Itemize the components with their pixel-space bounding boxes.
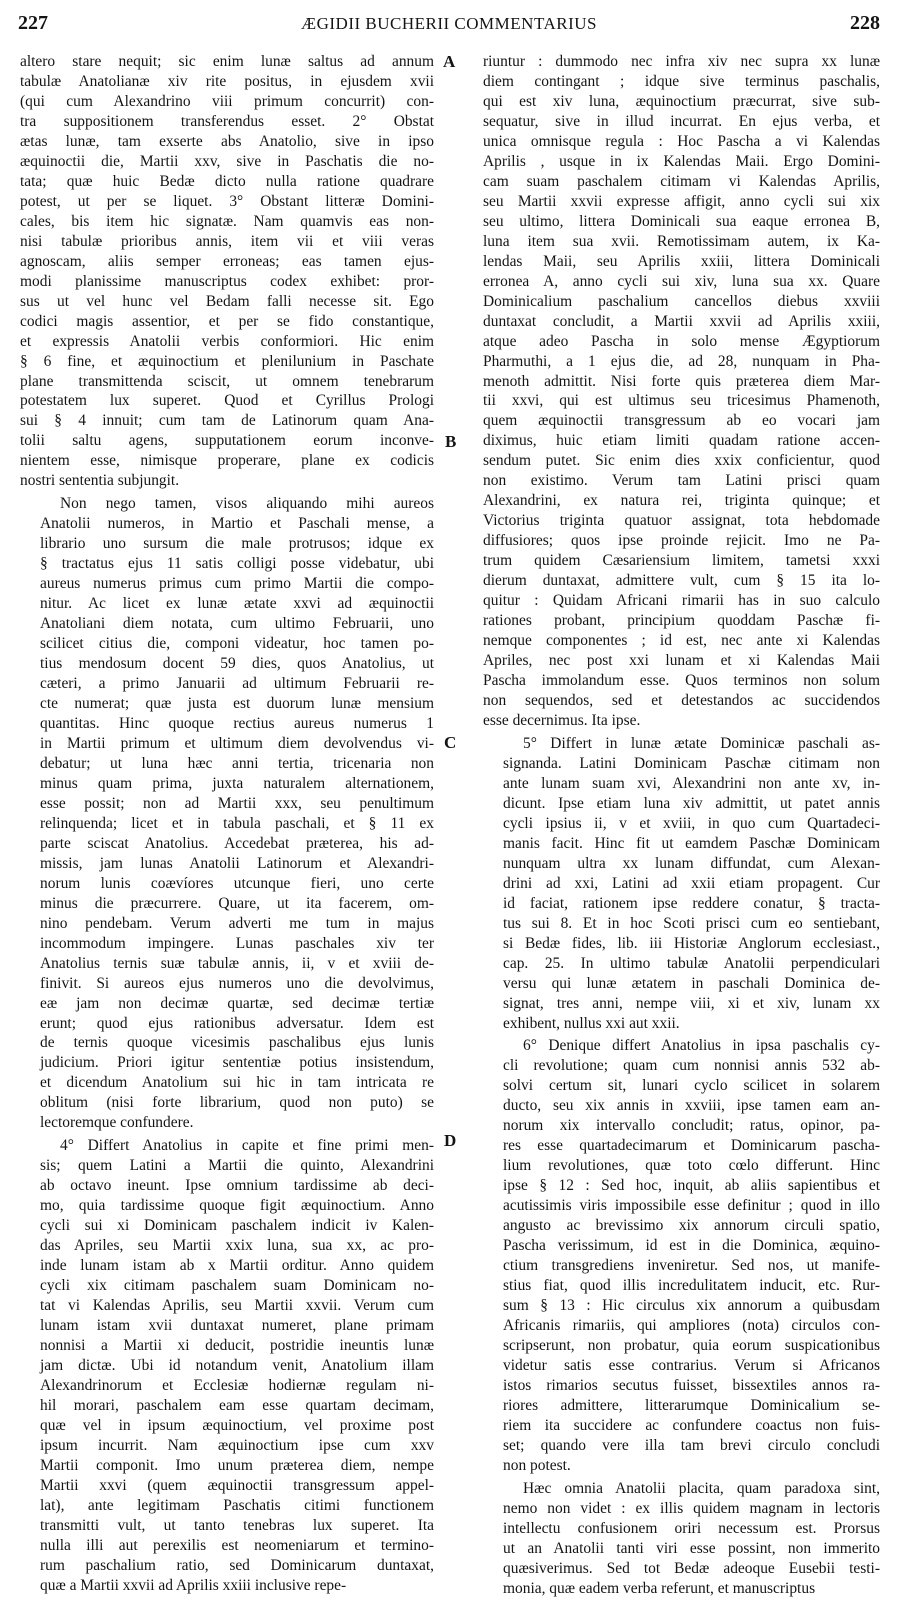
paragraph [20, 52, 434, 491]
text-line: tata; quæ huic Bedæ dicto nulla ratione quadrare [20, 172, 434, 190]
text-line: set; quando vere illa tam brevi circulo concludi [503, 1436, 880, 1454]
text-line: Apriles, nec post xxi lunam et xi Kalendas Maii [483, 652, 880, 670]
text-line: cam suam paschalem citimam vi Kalendas Aprilis, [483, 172, 880, 190]
text-line: sum § 13 : Hic circulus xix annorum a quibusdam [503, 1297, 880, 1315]
text-line: cales, bis item hic signatæ. Nam quamvis eas non- [20, 212, 434, 230]
text-line: Anatoliani diem notata, cum ultimo Februarii, uno [40, 615, 434, 633]
text-line: sus ut vel hunc vel Bedam falli necesse sit. Ego [20, 292, 434, 310]
text-line: transmitti vult, ut tanto tenebras lux superet. Ita [40, 1516, 434, 1534]
text-line: finivit. Si aureos ejus numeros uno die devolvimus, [40, 974, 434, 992]
text-line: modi planissime manuscriptus codex exhibet: pror- [20, 272, 434, 290]
text-line: rum paschalium ratio, sed Dominicarum duntaxat, [40, 1556, 434, 1574]
text-line: norum lunis coævíores utcunque fieri, uno certe [40, 874, 434, 892]
text-line: Anatolii numeros, in Martio et Paschali mense, a [40, 515, 434, 533]
text-line: seu Martii xxvii expresse affigit, anno cycli sui xix [483, 192, 880, 210]
text-line: ante lunam suam xvi, Alexandrini non ante xv, in- [503, 774, 880, 792]
text-line: (qui cum Alexandrino viii primum concurrit) con- [20, 92, 434, 110]
text-line: exhibent, nullus xxi aut xxii. [503, 1014, 680, 1032]
text-line: quantitas. Hinc quoque rectius aureus numerus 1 [40, 714, 434, 732]
text-line: jam dictæ. Ubi id notandum venit, Anatolium illam [40, 1356, 434, 1374]
text-line: in Martii primum et ultimum diem devolvendus vi- [40, 734, 434, 752]
text-line: seu ultimo, littera Dominicali sua eaque erronea B, [483, 212, 880, 230]
text-line: unica omnisque regula : Hoc Pascha a vi Kalendas [483, 132, 880, 150]
running-header [18, 8, 880, 38]
text-line: signanda. Latini Dominicam Paschæ citimam non [503, 754, 880, 772]
text-line: hil morari, paschalem eam esse quartam decimam, [40, 1396, 434, 1414]
page-number-left: 227 [18, 12, 48, 34]
text-line: dierum duntaxat, admittere vult, cum § 15 ita lo- [483, 572, 880, 590]
text-line: tus sui 8. Et in hoc Scoti prisci cum eo sentiebant, [503, 914, 880, 932]
text-line: et expressis Anatolii verbis conformiori. Hic enim [20, 332, 434, 350]
margin-letter-c: C [444, 733, 457, 752]
text-line: rationes probant, principium quoddam Paschæ fi- [483, 612, 880, 630]
text-line: æquinoctii die, Martii xxv, sive in Paschatis die no- [20, 152, 434, 170]
text-line: cte numerat; quæ justa est duorum lunæ mensium [40, 695, 434, 712]
text-line: Pharmuthi, a 1 ejus die, ad 28, nunquam in Pha- [483, 352, 880, 370]
text-line: nitur. Ac licet ex lunæ ætate xxvi ad æquinoctii [40, 595, 434, 613]
text-line: istos rimarios secutus fuisset, bissextiles annos ra- [503, 1376, 880, 1394]
text-line: minus die præcurrere. Quare, ut ita facerem, om- [40, 894, 434, 912]
text-line: 6° Denique differt Anatolius in ipsa paschalis cy- [523, 1037, 880, 1055]
right-column [483, 52, 880, 1599]
running-title: ÆGIDII BUCHERII COMMENTARIUS [301, 14, 597, 33]
paragraph [483, 52, 880, 731]
text-line: riores admittere, litterarumque Dominicalium se- [503, 1396, 880, 1414]
text-line: cli revolutione; quam cum nonnisi annis 532 ab- [503, 1057, 880, 1075]
text-line: ut an Anatolii tanti viri esse possint, non immerito [503, 1539, 880, 1557]
text-line: sis; quem Latini a Martii die quinto, Alexandrini [40, 1157, 434, 1175]
text-line: oblitum (nisi forte librarium, quod non puto) se [40, 1094, 434, 1112]
text-line: Alexandrinorum et Ecclesiæ hodiernæ regulam ni- [40, 1376, 434, 1394]
text-line: tii xxvi, qui est ultimus seu tricesimus Phamenoth, [483, 392, 880, 410]
text-line: sui § 4 innuit; cum tam de Latinorum quam Ana- [20, 412, 434, 430]
text-line: ab octavo ineunt. Ipse omnium tardissime ab deci- [40, 1177, 434, 1195]
text-line: Pascha verissimum, id est in die Dominica, æquino- [503, 1237, 880, 1255]
text-line: cap. 25. In ultimo tabulæ Anatolii perpendiculari [503, 954, 880, 972]
text-line: et dicendum Anatolium sui hic in tam intricata re [40, 1074, 434, 1092]
text-line: erunt; quod ejus rationibus adversatur. Idem est [40, 1014, 434, 1032]
margin-letter-b: B [445, 432, 457, 451]
text-line: versu qui lunæ ætatem in paschali Dominica de- [503, 974, 880, 992]
text-line: Aprilis , usque in ix Kalendas Maii. Ergo Domini- [483, 152, 880, 170]
text-line: scilicet citius die, componi videatur, hoc tamen po- [40, 635, 434, 653]
text-line: mo, quia tardissime quoque figit æquinoctium. Anno [40, 1197, 434, 1215]
text-line: § 6 fine, et æquinoctium et plenilunium in Paschate [20, 352, 434, 370]
text-line: incommodum impingere. Lunas paschales xiv ter [40, 934, 434, 952]
text-line: quæsiverimus. Sed tot Bedæ adeoque Eusebii testi- [503, 1559, 880, 1577]
text-line: quæ a Martii xxvii ad Aprilis xxiii inclusive repe- [40, 1576, 347, 1594]
margin-letter-d: D [444, 1131, 457, 1150]
text-line: altero stare nequit; sic enim lunæ saltus ad annum [20, 53, 434, 70]
text-line: ctium transgrediens inveniretur. Sed nos, ut manife- [503, 1257, 880, 1275]
text-line: riem ita succidere ac confundere coactus non fuis- [503, 1416, 880, 1434]
text-line: scripserunt, non probatur, quia eorum suspicationibus [503, 1337, 880, 1354]
text-line: ipsum incurrit. Nam æquinoctium ipse cum xxv [40, 1436, 434, 1454]
text-line: solvi certum sit, lunari cyclo scilicet in solarem [503, 1077, 880, 1095]
text-line: si Bedæ fides, lib. iii Historiæ Anglorum ecclesiast., [503, 934, 880, 952]
text-line: id faciat, rationem ipse reddere conatur, § tracta- [503, 894, 880, 912]
text-line: Martii componit. Imo unum præterea diem, nempe [40, 1456, 434, 1474]
text-line: trum quidem Cæsariensium limitem, tametsi xxxi [483, 552, 880, 570]
left-column [20, 52, 434, 1596]
text-line: nemo non videt : ex illis quidem magnam in lectoris [503, 1499, 880, 1517]
text-line: angusto ac brevissimo xix annorum circuli spatio, [503, 1217, 880, 1235]
text-line: nisi tabulæ prioribus annis, item vii et viii veras [20, 232, 434, 250]
text-line: non sequendos, sed et detestandos ac succidendos [483, 692, 880, 709]
text-line: debatur; ut luna hæc anni tertia, tricenaria non [40, 754, 434, 772]
text-line: non potest. [503, 1456, 571, 1474]
text-line: menoth admittit. Nisi forte quis præterea diem Mar- [483, 372, 880, 390]
margin-letter-a: A [443, 52, 456, 71]
text-line: nostri sententia subjungit. [20, 472, 180, 490]
text-line: lunam istam xvii duntaxat numeret, plane primam [40, 1317, 434, 1335]
text-line: ætas lunæ, tam exserte abs Anatolio, sive in ipso [20, 132, 434, 150]
text-line: Victorius triginta quatuor assignat, tota hebdomade [483, 512, 880, 530]
text-line: esse possit; non ad Martii xxx, seu penultimum [40, 794, 434, 812]
text-line: das Apriles, seu Martii xxix luna, sua xx, ac pro- [40, 1237, 434, 1255]
text-line: eæ jam non decimæ quartæ, sed decimæ tertiæ [40, 994, 434, 1012]
text-line: sendum putet. Sic enim dies xxix conficientur, quod [483, 452, 880, 470]
text-line: codici magis assentior, et per se fido constantique, [20, 312, 434, 330]
text-line: lendas Maii, seu Aprilis xxiii, littera Dominicali [483, 252, 880, 270]
text-line: norum xix intervallo concludit; ratus, opinor, pa- [503, 1117, 880, 1135]
text-line: diem contingant ; idque sive terminus paschalis, [483, 72, 880, 90]
text-line: cycli ipsius ii, v et xviii, in quo cum Quartadeci- [503, 814, 880, 832]
text-line: judicium. Priori igitur sententiæ potius insistendum, [40, 1054, 434, 1072]
text-line: nientem esse, nimisque properare, plane ex codicis [20, 452, 434, 470]
text-line: relinquenda; licet et in tabula paschali, et § 11 ex [40, 814, 434, 832]
text-line: nulla illi aut perexilis est neomeniarum et termino- [40, 1536, 434, 1554]
text-line: cycli sui xi Dominicam paschalem indicit iv Kalen- [40, 1217, 434, 1235]
text-line: 5° Differt in lunæ ætate Dominicæ paschali as- [523, 734, 880, 752]
text-line: quitur : Quidam Africani rimarii has in suo calculo [483, 592, 880, 610]
text-line: nino pendebam. Verum adverti me tum in majus [40, 914, 434, 932]
text-line: diximus, huic etiam limiti quadam ratione accen- [483, 432, 880, 450]
text-line: non existimo. Verum tam Latini prisci quam [483, 472, 880, 490]
text-line: 4° Differt Anatolius in capite et fine primi men- [60, 1137, 434, 1155]
text-line: intellectu confusionem oriri necessum est. Prorsus [503, 1519, 880, 1537]
text-line: duntaxat concludit, a Martii xxvii ad Aprilis xxiii, [483, 312, 880, 330]
text-line: atque adeo Pascha in solo mense Ægyptiorum [483, 332, 880, 350]
text-line: luna item sua xvii. Remotissimam autem, ix Ka- [483, 232, 880, 250]
text-line: potestatem lux superet. Quod et Cyrillus Prologi [20, 392, 434, 410]
paragraph [483, 1036, 880, 1475]
text-line: plane transmittenda sciscit, ut omnem tenebrarum [20, 372, 434, 390]
text-line: nonnisi a Martii xi deducit, postridie ineuntis lunæ [40, 1337, 434, 1354]
text-line: parte sciscat Anatolius. Accedebat præterea, his ad- [40, 834, 434, 852]
text-line: tat vi Kalendas Aprilis, seu Martii xxvii. Verum cum [40, 1297, 434, 1315]
text-line: tabulæ Anatolianæ xiv rite positus, in ejusdem xvii [20, 72, 434, 90]
text-line: minus quam prima, juxta naturalem alternationem, [40, 774, 434, 792]
paragraph [20, 1136, 434, 1595]
text-line: Hæc omnia Anatolii placita, quam paradoxa sint, [523, 1479, 880, 1497]
text-line: res esse quartadecimarum et Dominicarum pascha- [503, 1137, 880, 1155]
text-line: Alexandrini, ex natura rei, triginta quinque; et [483, 492, 880, 510]
text-line: Pascha immolandum esse. Quos terminos non solum [483, 672, 880, 690]
text-line: ipse § 12 : Sed hoc, inquit, ab aliis sapientibus et [503, 1177, 880, 1195]
text-line: cycli xix citimam paschalem suam Dominicam no- [40, 1277, 434, 1295]
text-line: signat, tres anni, nempe viii, xi et xiv, lunam xx [503, 994, 880, 1012]
text-line: missis, jam lunas Anatolii Latinorum et Alexandri- [40, 854, 434, 872]
text-line: Martii xxvi (quem æquinoctii transgressum appel- [40, 1476, 434, 1494]
text-line: lat), ante legitimam Paschatis citimi functionem [40, 1496, 434, 1514]
text-line: ducto, seu xix annis in xxviii, ipse tamen eam an- [503, 1097, 880, 1115]
text-line: manis facit. Hinc fit ut eamdem Paschæ Dominicam [503, 834, 880, 852]
text-line: Africanis rimariis, qui ampliores (nota) circulos con- [503, 1317, 880, 1335]
text-line: nunquam ultra xx lunam diffundat, cum Alexan- [503, 854, 880, 872]
text-line: agnoscam, aliis semper erroneas; eas tamen ejus- [20, 252, 434, 270]
text-line: Dominicalium paschalium cancellos diebus xxviii [483, 292, 880, 310]
text-line: tolii saltu agens, supputationem eorum inconve- [20, 432, 434, 450]
text-line: cæteri, a primo Januarii ad ultimum Februarii re- [40, 675, 434, 693]
text-line: Anatolius ternis suæ tabulæ annis, ii, v et xviii de- [40, 954, 434, 972]
text-line: dicunt. Ipse etiam luna xiv admittit, ut patet annis [503, 794, 880, 812]
text-line: § tractatus ejus 11 satis colligi posse videbatur, ubi [40, 555, 434, 573]
text-line: quem æquinoctii transgressum ab eo vocari jam [483, 412, 880, 430]
text-line: videtur satis esse contrarius. Verum si Africanos [503, 1356, 880, 1374]
text-line: lectoremque confundere. [40, 1114, 194, 1132]
text-line: stius fiat, quod illis incredulitatem inducit, etc. Rur- [503, 1277, 880, 1295]
text-line: monia, quæ eadem verba referunt, et manuscriptus [503, 1579, 816, 1597]
text-line: sequatur, sive in illud incurrat. En ejus verba, et [483, 112, 880, 130]
paragraph [483, 734, 880, 1034]
text-line: erronea A, anno cycli sui xiv, luna sua xx. Quare [483, 272, 880, 290]
page-number-right: 228 [850, 12, 880, 34]
text-line: nemque componentes ; id est, nec ante xi Kalendas [483, 632, 880, 650]
text-line: librario uno sursum die male protrusos; idque ex [40, 535, 434, 553]
text-line: tra suppositionem transferendus esset. 2° Obstat [20, 112, 434, 130]
text-line: quæ vel in ipsum æquinoctium, vel proxime post [40, 1416, 434, 1434]
text-line: tius mendosum docent 59 dies, quos Anatolius, ut [40, 655, 434, 673]
text-line: lium revolutiones, quæ toto cœlo differunt. Hinc [503, 1157, 880, 1175]
text-line: aureus numerus primus cum primo Martii die compo- [40, 575, 434, 593]
text-line: diffusiores; quos ipse proinde rejicit. Imo ne Pa- [483, 532, 880, 550]
paragraph [20, 494, 434, 1133]
text-line: potest, ut per se liquet. 3° Obstant litteræ Domini- [20, 192, 434, 210]
text-line: Non nego tamen, visos aliquando mihi aureos [60, 495, 434, 513]
text-line: riuntur : dummodo nec infra xiv nec supra xx lunæ [483, 53, 880, 70]
text-line: qui est xiv luna, æquinoctium præcurrat, sive sub- [483, 92, 880, 110]
text-line: de ternis quoque vicesimis paschalibus ejus lunis [40, 1034, 434, 1052]
text-line: acutissimis viris impossibile esse definitur ; quod in illo [503, 1197, 880, 1215]
text-line: esse decernimus. Ita ipse. [483, 711, 641, 729]
text-line: inde lunam istam ab x Martii orditur. Anno quidem [40, 1257, 434, 1275]
text-line: drini ad xxi, Latini ad xxii etiam propagent. Cur [503, 874, 880, 892]
